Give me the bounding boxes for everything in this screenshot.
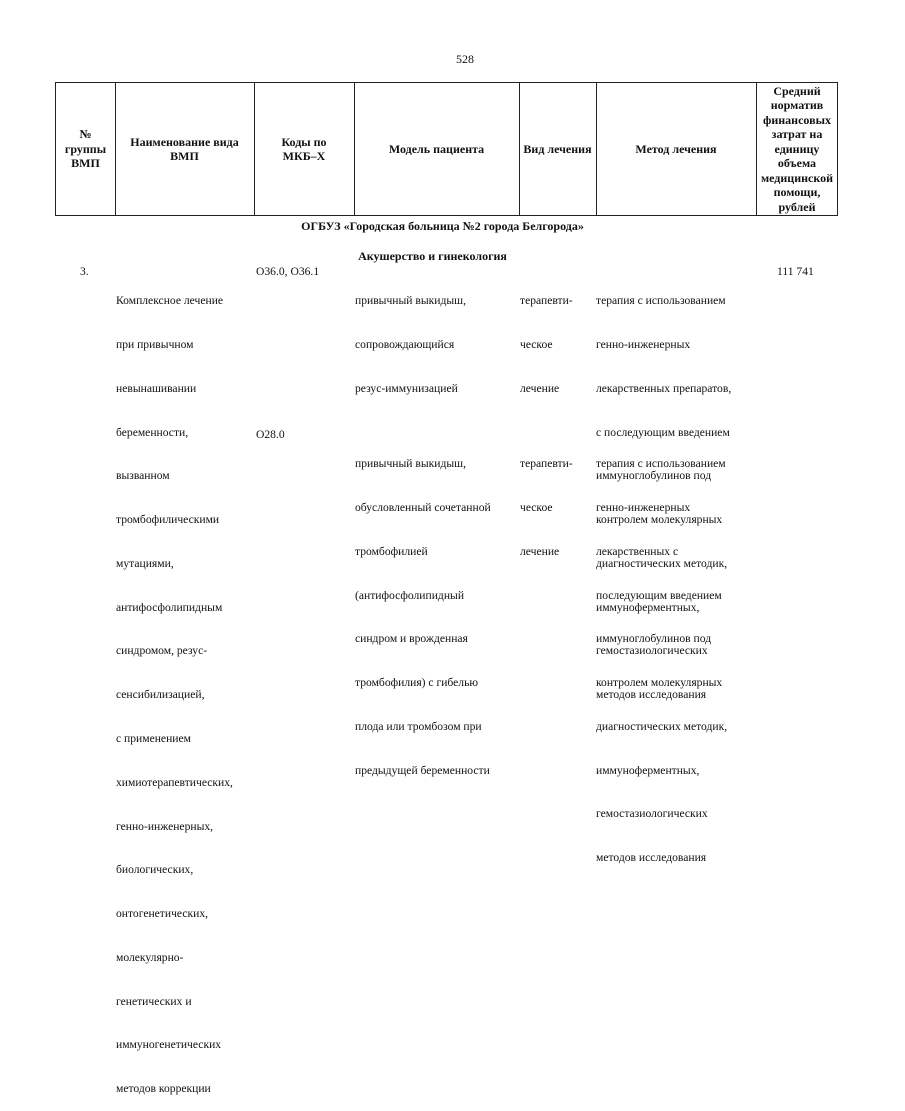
header-average-cost: Средний норматив финансовых затрат на единицу объема медицинской помощи, рублей bbox=[760, 83, 834, 214]
header-patient-model: Модель пациента bbox=[388, 141, 485, 156]
table-header bbox=[55, 82, 838, 216]
treatment-method: терапия с использованием генно-инженерных лекарственных препаратов, с последующим введением иммуноглобулинов под контролем молекулярных диагностических методик, иммуноферментных, гемостазиологических методов исследования bbox=[596, 294, 732, 702]
treatment-method: терапия с использованием генно-инженерных лекарственных с последующим введением иммуноглобулинов под контролем молекулярных диагностических методик, иммуноферментных, гемостазиологических методов исследования bbox=[596, 457, 728, 865]
patient-model: привычный выкидыш, сопровождающийся резус-иммунизацией bbox=[355, 294, 467, 395]
vmp-name: Комплексное лечение при привычном невынашивании беременности, вызванном тромбофилическими мутациями, антифосфолипидным синдромом, резус- сенсибилизацией, с применением химиотерапевтических, генно-инженерных, биологических, онтогенетических, молекулярно- генетических и иммуногенетических методов коррекции bbox=[116, 294, 233, 1096]
treatment-type: терапевти- ческое лечение bbox=[520, 457, 573, 558]
icd-codes: O36.0, O36.1 bbox=[256, 265, 320, 278]
icd-codes: O28.0 bbox=[256, 428, 285, 441]
average-cost: 111 741 bbox=[777, 265, 814, 278]
section-title: Акушерство и гинекология bbox=[358, 249, 507, 263]
header-treatment-method: Метод лечения bbox=[635, 141, 717, 156]
header-group-number: № группы ВМП bbox=[64, 127, 107, 171]
header-treatment-type: Вид лечения bbox=[523, 141, 592, 156]
header-icd-codes: Коды по МКБ–Х bbox=[281, 134, 327, 163]
treatment-type: терапевти- ческое лечение bbox=[520, 294, 573, 395]
group-number: 3. bbox=[80, 265, 89, 278]
page-number: 528 bbox=[456, 52, 474, 66]
patient-model: привычный выкидыш, обусловленный сочетанной тромбофилией (антифосфолипидный синдром и врожденная тромбофилия) с гибелью плода или тромбозом при предыдущей беременности bbox=[355, 457, 491, 777]
header-vmp-name: Наименование вида ВМП bbox=[130, 134, 239, 163]
institution-title: ОГБУЗ «Городская больница №2 города Белгорода» bbox=[301, 219, 584, 233]
